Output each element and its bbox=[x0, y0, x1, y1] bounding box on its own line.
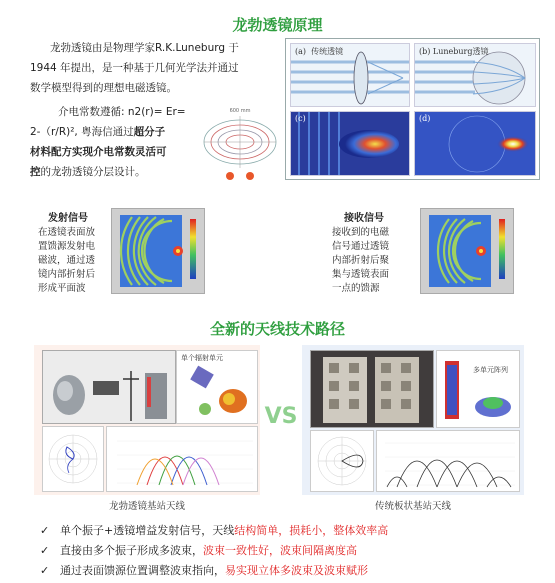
panel-b-luneburg-lens bbox=[414, 43, 536, 107]
panel-d-luneburg-field bbox=[414, 111, 536, 176]
traditional-radiation-pattern bbox=[310, 430, 374, 492]
panel-a-traditional-lens bbox=[290, 43, 410, 107]
emit-line: 磁波，通过透 bbox=[38, 255, 96, 266]
emit-signal-text bbox=[38, 226, 108, 296]
emit-line: 在透镜表面放 bbox=[38, 227, 96, 238]
formula-line-4a: 控 bbox=[30, 166, 41, 178]
emit-signal-title: 发射信号 bbox=[48, 213, 88, 224]
traditional-antenna-photo bbox=[310, 350, 434, 428]
traditional-multibeam-plot bbox=[376, 430, 520, 492]
panel-b-title: Luneburg透镜 bbox=[432, 47, 489, 56]
feed-dot-left bbox=[226, 172, 234, 180]
advantage-bullet-2 bbox=[40, 542, 357, 558]
intro-line-1: 龙勃透镜由是物理学家R.K.Luneburg 于 bbox=[50, 42, 239, 54]
lens-layer-diagram bbox=[200, 104, 280, 186]
lens-diagram-dimension: 600 mm bbox=[229, 108, 251, 114]
panel-d-label: (d) bbox=[419, 114, 431, 123]
single-element-figure bbox=[176, 350, 258, 424]
check-icon: ✓ bbox=[40, 544, 50, 557]
advantage-bullet-3 bbox=[40, 562, 368, 578]
receive-signal-text bbox=[332, 226, 402, 296]
formula-paragraph bbox=[30, 102, 205, 182]
receive-line: 信号通过透镜 bbox=[332, 241, 390, 252]
formula-line-1: 介电常数遵循: n2(r)= Er= bbox=[58, 106, 186, 118]
panel-a-label: (a) 传统透镜 bbox=[295, 47, 344, 56]
advantage-bullet-1 bbox=[40, 522, 388, 538]
emit-line: 置馈源发射电 bbox=[38, 241, 96, 252]
receive-line: 接收到的电磁 bbox=[332, 227, 390, 238]
luneburg-multibeam-plot bbox=[106, 426, 258, 492]
bullet-1-text: 单个振子+透镜增益发射信号，天线 bbox=[60, 524, 235, 537]
multi-element-label: 多单元阵列 bbox=[473, 366, 508, 374]
bullet-2-text: 直接由多个振子形成多波束， bbox=[60, 544, 203, 557]
multi-element-array-figure bbox=[436, 350, 520, 428]
check-icon: ✓ bbox=[40, 564, 50, 577]
section-title-lens-principle: 龙勃透镜原理 bbox=[232, 16, 323, 34]
receive-signal-title: 接收信号 bbox=[344, 213, 384, 224]
formula-line-3: 材料配方实现介电常数灵活可 bbox=[30, 146, 167, 158]
bullet-1-highlight: 结构简单，损耗小，整体效率高 bbox=[234, 524, 389, 537]
emit-line: 形成平面波 bbox=[38, 283, 86, 294]
check-icon: ✓ bbox=[40, 524, 50, 537]
panel-a-title: 传统透镜 bbox=[311, 47, 344, 56]
section-title-new-antenna-path: 全新的天线技术路径 bbox=[209, 320, 345, 338]
vs-label: VS bbox=[264, 404, 298, 429]
luneburg-radiation-pattern bbox=[42, 426, 104, 492]
receive-line: 内部折射后聚 bbox=[332, 255, 390, 266]
intro-paragraph bbox=[30, 38, 280, 98]
intro-line-2: 1944 年提出，是一种基于几何光学法并通过 bbox=[30, 62, 239, 74]
luneburg-antenna-caption: 龙勃透镜基站天线 bbox=[108, 501, 185, 512]
feed-dot-right bbox=[246, 172, 254, 180]
formula-line-4b: 的龙勃透镜分层设计。 bbox=[40, 166, 146, 178]
panel-c-label: (c) bbox=[295, 114, 306, 123]
panel-b-label: (b) Luneburg透镜 bbox=[419, 47, 489, 56]
panel-c-traditional-field bbox=[290, 111, 410, 176]
traditional-antenna-caption: 传统板状基站天线 bbox=[374, 501, 451, 512]
bullet-3-text: 通过表面馈源位置调整波束指向， bbox=[60, 564, 225, 577]
receive-line: 一点的馈源 bbox=[332, 283, 380, 294]
formula-line-2a: 2-（r/R)², 粤海信通过 bbox=[30, 126, 134, 138]
receive-simulation-image bbox=[420, 208, 514, 294]
bullet-2-highlight: 波束一致性好，波束间隔离度高 bbox=[203, 544, 357, 557]
emit-simulation-image bbox=[111, 208, 205, 294]
formula-line-2b: 超分子 bbox=[133, 126, 166, 138]
receive-line: 集与透镜表面 bbox=[332, 269, 390, 280]
bullet-3-highlight: 易实现立体多波束及波束赋形 bbox=[225, 564, 368, 577]
intro-line-3: 数学模型得到的理想电磁透镜。 bbox=[30, 82, 177, 94]
emit-line: 镜内部折射后 bbox=[38, 269, 96, 280]
lens-comparison-figure bbox=[285, 38, 540, 180]
luneburg-antenna-photo bbox=[42, 350, 176, 424]
single-element-label: 单个辐射单元 bbox=[181, 354, 223, 362]
